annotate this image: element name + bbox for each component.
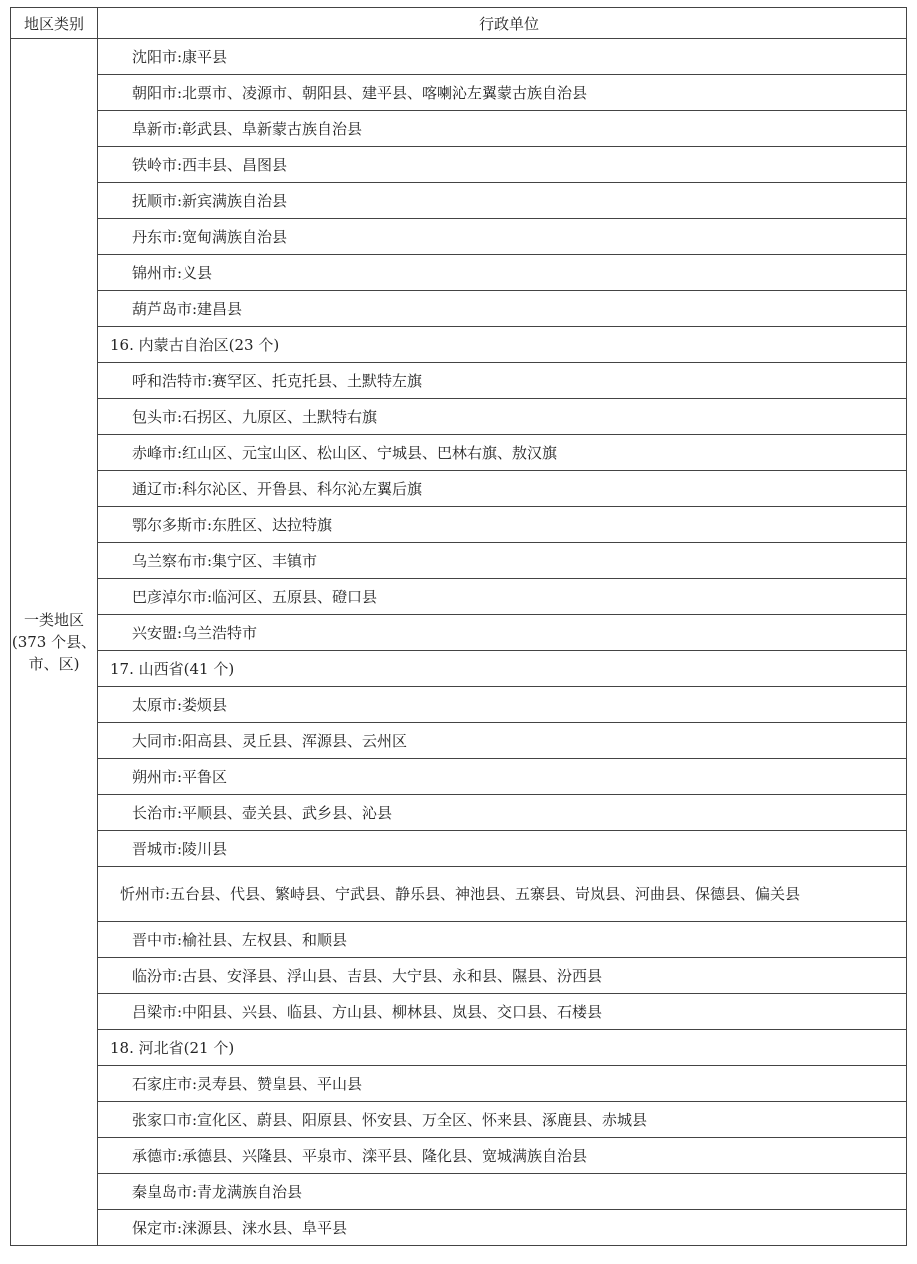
table-row: 抚顺市:新宾满族自治县 (132, 191, 288, 210)
table-row: 临汾市:古县、安泽县、浮山县、吉县、大宁县、永和县、隰县、汾西县 (132, 966, 603, 985)
table-row: 吕梁市:中阳县、兴县、临县、方山县、柳林县、岚县、交口县、石楼县 (132, 1002, 603, 1021)
table-row: 葫芦岛市:建昌县 (132, 299, 243, 318)
table-row: 巴彦淖尔市:临河区、五原县、磴口县 (132, 587, 378, 606)
header-unit: 行政单位 (98, 8, 907, 39)
province-heading: 18. 河北省(21 个) (110, 1038, 235, 1057)
table-row: 晋城市:陵川县 (132, 839, 228, 858)
table-row: 沈阳市:康平县 (132, 47, 228, 66)
table-row: 锦州市:义县 (132, 263, 213, 282)
table-row: 阜新市:彰武县、阜新蒙古族自治县 (132, 119, 363, 138)
table-row: 包头市:石拐区、九原区、土默特右旗 (132, 407, 378, 426)
table-row: 保定市:涞源县、涞水县、阜平县 (132, 1218, 348, 1237)
table-row: 大同市:阳高县、灵丘县、浑源县、云州区 (132, 731, 408, 750)
table-row: 太原市:娄烦县 (132, 695, 228, 714)
table-row: 秦皇岛市:青龙满族自治县 (132, 1182, 303, 1201)
table-row: 石家庄市:灵寿县、赞皇县、平山县 (132, 1074, 363, 1093)
header-category: 地区类别 (11, 8, 98, 39)
table-row: 承德市:承德县、兴隆县、平泉市、滦平县、隆化县、宽城满族自治县 (132, 1146, 588, 1165)
table-row: 张家口市:宣化区、蔚县、阳原县、怀安县、万全区、怀来县、涿鹿县、赤城县 (132, 1110, 648, 1129)
table-row: 忻州市:五台县、代县、繁峙县、宁武县、静乐县、神池县、五寨县、岢岚县、河曲县、保德县、偏关县 (120, 885, 801, 903)
table-row: 兴安盟:乌兰浩特市 (132, 623, 258, 642)
category-line-1: 一类地区 (23, 611, 84, 629)
province-heading: 17. 山西省(41 个) (110, 659, 235, 678)
table-row: 鄂尔多斯市:东胜区、达拉特旗 (132, 515, 333, 534)
region-table (10, 7, 907, 1246)
province-heading: 16. 内蒙古自治区(23 个) (110, 335, 280, 354)
table-row: 呼和浩特市:赛罕区、托克托县、土默特左旗 (132, 371, 423, 390)
category-line-2: (373 个县、 (11, 633, 97, 651)
table-row: 通辽市:科尔沁区、开鲁县、科尔沁左翼后旗 (132, 479, 423, 498)
header-row (11, 8, 907, 39)
table-row: 晋中市:榆社县、左权县、和顺县 (132, 930, 348, 949)
table-row: 朝阳市:北票市、凌源市、朝阳县、建平县、喀喇沁左翼蒙古族自治县 (132, 83, 588, 102)
table-row: 长治市:平顺县、壶关县、武乡县、沁县 (132, 803, 393, 822)
table-row: 乌兰察布市:集宁区、丰镇市 (132, 551, 318, 570)
category-line-3: 市、区) (28, 655, 80, 673)
table-row: 朔州市:平鲁区 (132, 767, 228, 786)
category-cell (11, 39, 98, 1246)
table-row: 赤峰市:红山区、元宝山区、松山区、宁城县、巴林右旗、敖汉旗 (132, 443, 558, 462)
table-row: 丹东市:宽甸满族自治县 (132, 227, 288, 246)
table-row: 铁岭市:西丰县、昌图县 (132, 155, 288, 174)
